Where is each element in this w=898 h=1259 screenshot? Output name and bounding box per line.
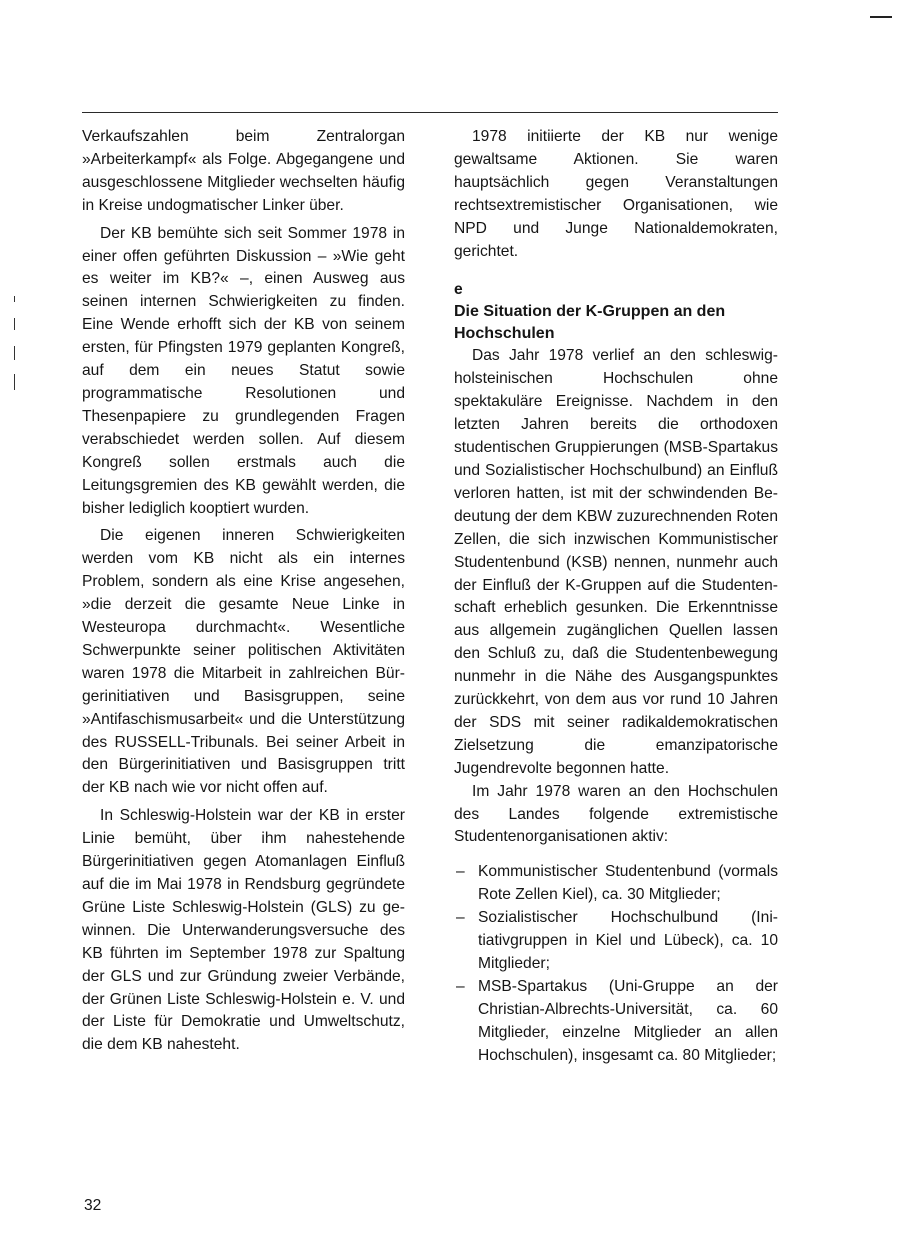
body-paragraph: Die eigenen inneren Schwierigkeiten werden vom KB nicht als ein internes Problem, sondern als eine Krise angesehen, »die derzeit die gesamte Neue Linke in Westeuropa durchmacht«. Wesentliche Schwerpunkte seiner politischen Aktivitäten waren 1978 die Mitarbeit in zahlreichen Bürgerinitiativen und Basisgruppen, seine »Antifaschismusarbeit« und die Unterstützung des RUSSELL-Tribunals. Bei seiner Arbeit in den Bürgerinitiativen und Basisgruppen tritt der KB nach wie vor nicht offen auf. xyxy=(82,527,405,797)
list-item-text: Sozialistischer Hochschulbund (Initiativgruppen in Kiel und Lübeck), ca. 10 Mitglieder; xyxy=(478,909,778,972)
list-dash: – xyxy=(456,909,465,927)
body-paragraph: Im Jahr 1978 waren an den Hochschulen des Landes folgende extremistische Studentenorganisationen aktiv: xyxy=(454,782,778,846)
list-item-text: Kommunistischer Studentenbund (vormals Rote Zellen Kiel), ca. 30 Mitglieder; xyxy=(478,863,778,904)
section-letter: e xyxy=(454,281,463,299)
list-dash: – xyxy=(456,977,465,995)
list-item-text: MSB-Spartakus (Uni-Gruppe an der Christian-Albrechts-Universität, ca. 60 Mitglieder, einzelne Mitglieder an allen Hochschulen), insgesamt ca. 80 Mitglieder; xyxy=(478,977,778,1064)
body-paragraph: Verkaufszahlen beim Zentralorgan »Arbeiterkampf« als Folge. Abgegangene und ausgeschlossene Mitglieder wechselten häufig in Kreise undogmatischer Linker über. xyxy=(82,128,405,214)
list-item xyxy=(454,976,778,1068)
body-paragraph: Der KB bemühte sich seit Sommer 1978 in einer offen geführten Diskussion – »Wie geht es weiter im KB?« –, einen Ausweg aus seinen internen Schwierigkeiten zu finden. Eine Wende erhofft sich der KB von seinem ersten, für Pfingsten 1979 geplanten Kongreß, auf dem ein neues Statut sowie programmatische Resolutionen und Thesenpapiere zu grundlegenden Fragen verabschiedet werden sollen. Auf diesem Kongreß sollen erstmals auch die Leitungsgremien des KB gewählt werden, die bisher lediglich kooptiert wurden. xyxy=(82,224,405,517)
body-paragraph: In Schleswig-Holstein war der KB in erster Linie bemüht, über ihm nahestehende Bürgerinitiativen gegen Atomanlagen Einfluß auf die im Mai 1978 in Rendsburg gegründete Grüne Liste Schleswig-Holstein (GLS) zu gewinnen. Die Unterwanderungsversuche des KB führten im September 1978 zur Spaltung der GLS und zur Gründung zweier Verbände, der Grünen Liste Schleswig-Holstein e. V. und der Liste für Demokratie und Umweltschutz, die dem KB nahesteht. xyxy=(82,807,405,1054)
section-heading: Die Situation der K-Gruppen an den Hochschulen xyxy=(454,303,726,343)
scan-margin-mark xyxy=(14,318,15,330)
scan-margin-mark xyxy=(14,346,15,360)
scan-margin-mark xyxy=(14,374,15,390)
right-text-column xyxy=(454,126,778,1068)
intro-paragraph: 1978 initiierte der KB nur wenige gewaltsame Aktionen. Sie waren hauptsächlich gegen Veranstaltungen rechtsextremistischer Organisationen, wie NPD und Junge Nationaldemokraten, gerichtet. xyxy=(454,128,778,260)
body-paragraph: Das Jahr 1978 verlief an den schleswig-holsteinischen Hochschulen ohne spektakuläre Ereignisse. Nachdem in den letzten Jahren bereits die orthodoxen studentischen Gruppierungen (MSB-Spartakus und Sozialistischer Hochschulbund) an Einfluß verloren hatten, ist mit der schwindenden Bedeutung der dem KBW zuzurechnenden Roten Zellen, die sich inzwischen Kommunistischer Studentenbund (KSB) nennen, nunmehr auch der Einfluß der K-Gruppen auf die Studentenschaft erheblich gesunken. Die Erkenntnisse aus allgemein zugänglichen Quellen lassen den Schluß zu, daß die Studentenbewegung nunmehr in die Nähe des Ausgangspunktes zurückkehrt, von dem aus vor rund 10 Jahren der SDS mit seiner radikaldemokratischen Zielsetzung die emanzipatorische Jugendrevolte begonnen hatte. xyxy=(454,347,778,777)
page-number: 32 xyxy=(84,1197,102,1214)
organisation-list xyxy=(454,861,778,1067)
left-text-column xyxy=(82,126,405,1057)
list-item xyxy=(454,907,778,976)
scan-margin-mark xyxy=(14,296,15,302)
list-item xyxy=(454,861,778,907)
header-rule xyxy=(82,112,778,113)
list-dash: – xyxy=(456,863,465,881)
scan-corner-mark xyxy=(870,16,892,18)
